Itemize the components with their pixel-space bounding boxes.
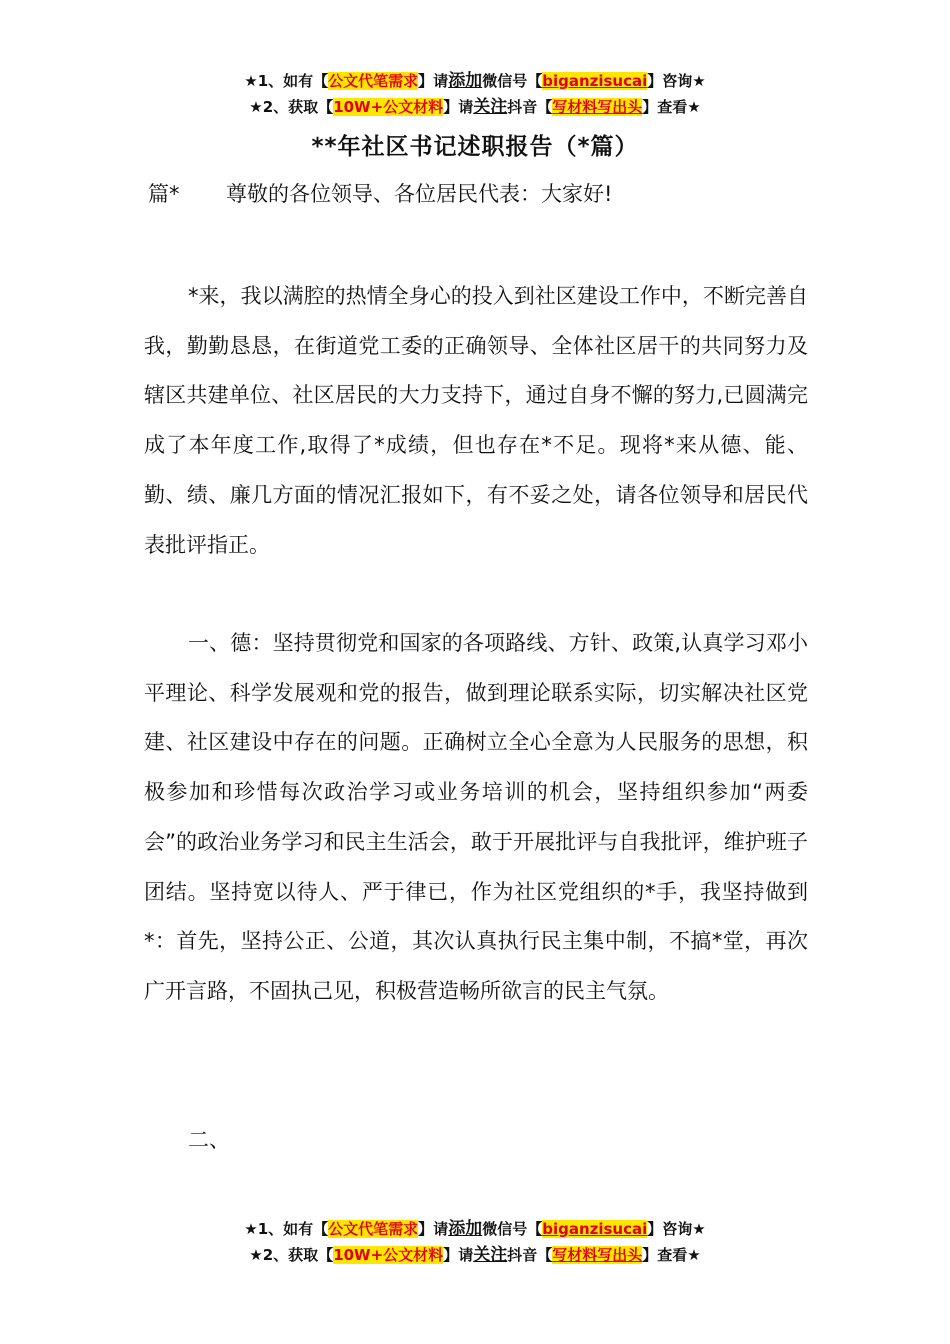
promo-highlight: 10W+公文材料 <box>333 1246 444 1264</box>
promo-text: ★2、获取【 <box>249 1246 334 1264</box>
promo-emphasis: 关注 <box>473 1245 508 1265</box>
section-heading: 二、 <box>188 1128 230 1152</box>
promo-text: 微信号【 <box>482 1220 543 1238</box>
promo-highlight: 10W+公文材料 <box>333 98 444 116</box>
promo-line-2 <box>0 1242 950 1268</box>
promo-wechat-id: biganzisucai <box>542 72 648 90</box>
promo-emphasis: 添加 <box>448 1219 483 1239</box>
promo-wechat-id: biganzisucai <box>542 1220 648 1238</box>
body-paragraph: *来，我以满腔的热情全身心的投入到社区建设工作中，不断完善自我，勤勤恳恳，在街道党工委的正确领导、全体社区居干的共同努力及辖区共建单位、社区居民的大力支持下，通过自身不懈的努力,已圆满完成了本年度工作,取得了*成绩，但也存在*不足。现将*来从德、能、勤、绩、廉几方面的情况汇报如下，有不妥之处，请各位领导和居民代表批评指正。 <box>144 284 808 557</box>
promo-line-1 <box>0 68 950 94</box>
promo-text: 抖音【 <box>507 98 553 116</box>
promo-text: 抖音【 <box>507 1246 553 1264</box>
promo-emphasis: 添加 <box>448 71 483 91</box>
promo-douyin-id: 写材料写出头 <box>552 98 643 116</box>
promo-text: 微信号【 <box>482 72 543 90</box>
promo-text: 】请 <box>418 72 449 90</box>
promo-text: 】请 <box>418 1220 449 1238</box>
body-paragraph: 一、德：坚持贯彻党和国家的各项路线、方针、政策,认真学习邓小平理论、科学发展观和党的报告，做到理论联系实际，切实解决社区党建、社区建设中存在的问题。正确树立全心全意为人民服务的思想，积极参加和珍惜每次政治学习或业务培训的机会，坚持组织参加“两委会”的政治业务学习和民主生活会，敢于开展批评与自我批评，维护班子团结。坚持宽以待人、严于律已，作为社区党组织的*手，我坚持做到*：首先，坚持公正、公道，其次认真执行民主集中制，不搞*堂，再次广开言路，不固执己见，积极营造畅所欲言的民主气氛。 <box>144 631 808 1003</box>
promo-text: ★1、如有【 <box>244 72 329 90</box>
greeting-line <box>148 178 612 208</box>
greeting-text: 尊敬的各位领导、各位居民代表：大家好! <box>226 182 613 206</box>
promo-emphasis: 关注 <box>473 97 508 117</box>
promo-highlight: 公文代笔需求 <box>328 1220 419 1238</box>
promo-line-1 <box>0 1216 950 1242</box>
promo-line-2 <box>0 94 950 120</box>
promo-banner-bottom <box>0 1216 950 1268</box>
promo-text: 】咨询★ <box>647 1220 706 1238</box>
promo-douyin-id: 写材料写出头 <box>552 1246 643 1264</box>
promo-highlight: 公文代笔需求 <box>328 72 419 90</box>
promo-banner-top <box>0 68 950 120</box>
promo-text: 】查看★ <box>642 1246 701 1264</box>
promo-text: 】请 <box>443 1246 474 1264</box>
promo-text: 】查看★ <box>642 98 701 116</box>
promo-text: 】请 <box>443 98 474 116</box>
document-title: **年社区书记述职报告（*篇） <box>311 134 639 160</box>
promo-text: ★1、如有【 <box>244 1220 329 1238</box>
promo-text: 】咨询★ <box>647 72 706 90</box>
chapter-tag: 篇* <box>148 182 180 206</box>
promo-text: ★2、获取【 <box>249 98 334 116</box>
